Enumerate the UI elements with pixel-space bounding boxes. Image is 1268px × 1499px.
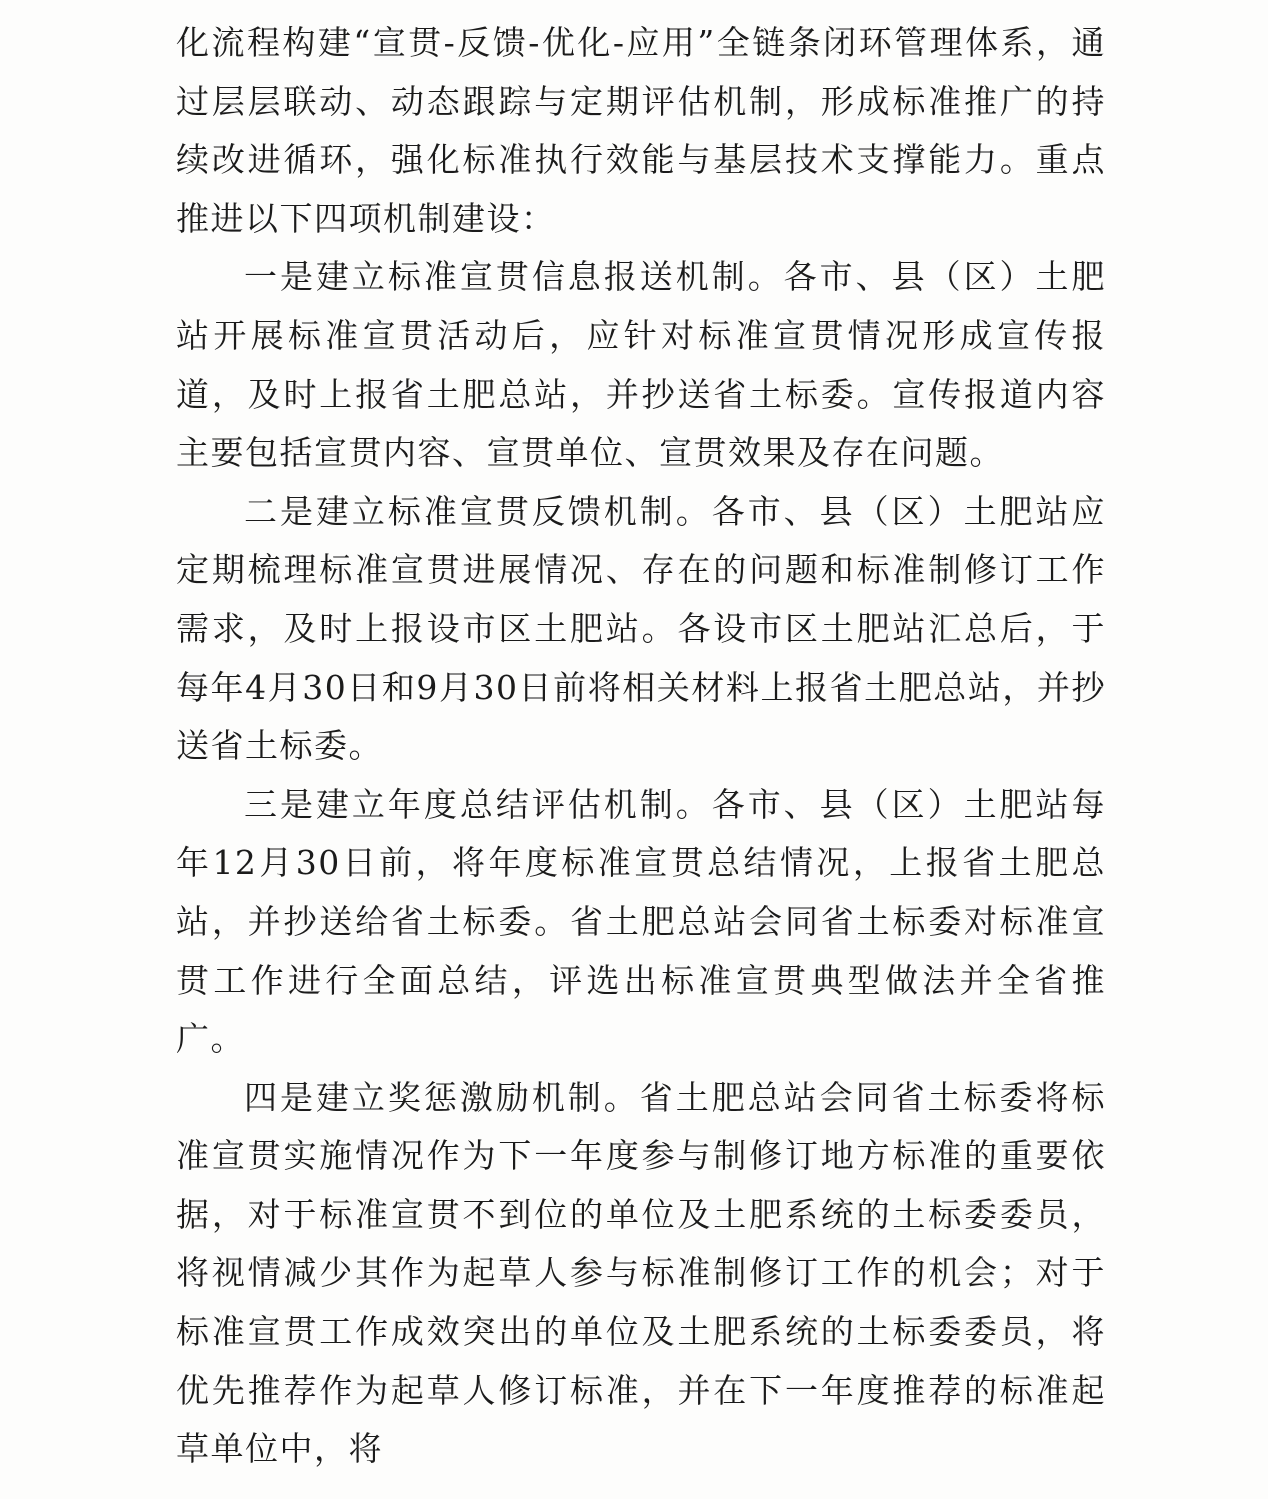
paragraph-mechanism-two: 二是建立标准宣贯反馈机制。各市、县（区）土肥站应定期梳理标准宣贯进展情况、存在的问题和标准制修订工作需求，及时上报设市区土肥站。各设市区土肥站汇总后，于每年4月30日和9月30日前将相关材料上报省土肥总站，并抄送省土标委。: [176, 491, 1106, 766]
paragraph-mechanism-three: 三是建立年度总结评估机制。各市、县（区）土肥站每年12月30日前，将年度标准宣贯总结情况，上报省土肥总站，并抄送给省土标委。省土肥总站会同省土标委对标准宣贯工作进行全面总结，评选出标准宣贯典型做法并全省推广。: [176, 784, 1106, 1059]
document-body: [176, 14, 1106, 1479]
paragraph-mechanism-four: 四是建立奖惩激励机制。省土肥总站会同省土标委将标准宣贯实施情况作为下一年度参与制修订地方标准的重要依据，对于标准宣贯不到位的单位及土肥系统的土标委委员，将视情减少其作为起草人参与标准制修订工作的机会；对于标准宣贯工作成效突出的单位及土肥系统的土标委委员，将优先推荐作为起草人修订标准，并在下一年度推荐的标准起草单位中，将: [176, 1077, 1106, 1469]
paragraph-mechanism-one: 一是建立标准宣贯信息报送机制。各市、县（区）土肥站开展标准宣贯活动后，应针对标准宣贯情况形成宣传报道，及时上报省土肥总站，并抄送省土标委。宣传报道内容主要包括宣贯内容、宣贯单位、宣贯效果及存在问题。: [176, 257, 1106, 473]
paragraph-intro-continuation: 化流程构建“宣贯-反馈-优化-应用”全链条闭环管理体系，通过层层联动、动态跟踪与定期评估机制，形成标准推广的持续改进循环，强化标准执行效能与基层技术支撑能力。重点推进以下四项机制建设：: [176, 23, 1106, 238]
